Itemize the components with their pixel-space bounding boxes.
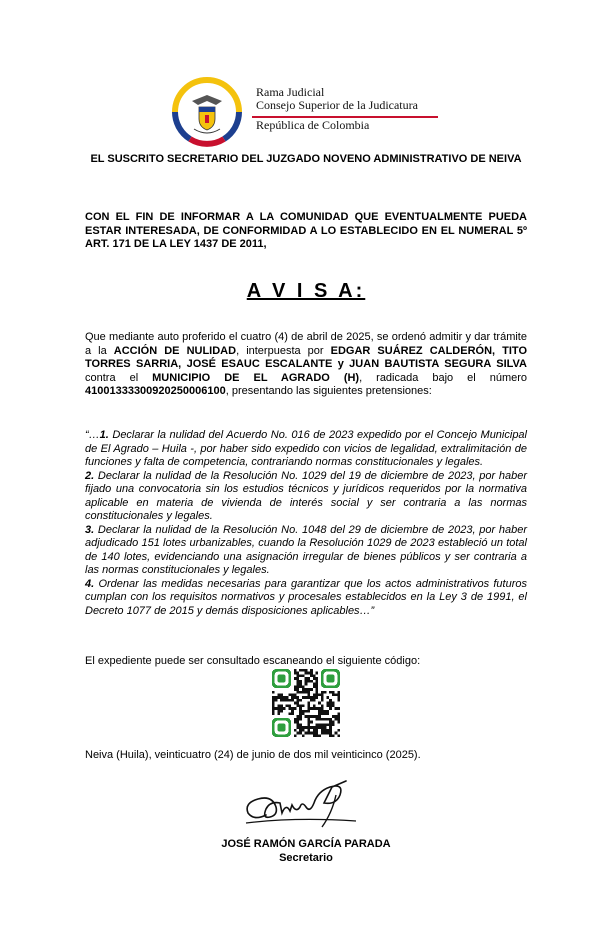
qr-module [335, 693, 338, 696]
qr-module [310, 669, 313, 672]
qr-module [307, 696, 310, 699]
qr-module [299, 707, 302, 710]
qr-module [313, 726, 316, 729]
colombia-coat-of-arms-logo [172, 77, 242, 147]
qr-module [294, 693, 297, 696]
qr-module [296, 721, 299, 724]
qr-module [335, 718, 338, 721]
qr-module [307, 726, 310, 729]
qr-module [299, 715, 302, 718]
qr-module [310, 674, 313, 677]
qr-module [299, 691, 302, 694]
body-paragraph [85, 331, 527, 399]
qr-module [305, 710, 308, 713]
qr-module [277, 710, 280, 713]
qr-module [326, 718, 329, 721]
qr-module [296, 699, 299, 702]
qr-module [316, 718, 319, 721]
qr-module [326, 696, 329, 699]
qr-module [272, 710, 275, 713]
qr-module [272, 702, 275, 705]
qr-module [305, 683, 308, 686]
qr-module [329, 734, 332, 737]
signer-title: Secretario [279, 852, 333, 864]
qr-module [321, 691, 324, 694]
qr-module [294, 688, 297, 691]
qr-module [294, 669, 297, 672]
qr-module [313, 693, 316, 696]
qr-module [296, 718, 299, 721]
qr-module [310, 726, 313, 729]
qr-finder-core [277, 723, 285, 731]
qr-module [329, 729, 332, 732]
qr-module [307, 715, 310, 718]
qr-module [280, 707, 283, 710]
qr-module [296, 732, 299, 735]
qr-module [280, 704, 283, 707]
qr-code[interactable] [272, 669, 340, 737]
qr-module [316, 732, 319, 735]
qr-module [313, 732, 316, 735]
case-number: 41001333300920250006100 [85, 385, 226, 397]
qr-module [288, 704, 291, 707]
qr-module [318, 707, 321, 710]
qr-module [316, 723, 319, 726]
qr-module [310, 732, 313, 735]
qr-module [307, 677, 310, 680]
qr-module [326, 702, 329, 705]
qr-module [296, 696, 299, 699]
qr-module [299, 710, 302, 713]
qr-module [316, 729, 319, 732]
qr-module [313, 707, 316, 710]
qr-module [291, 696, 294, 699]
qr-module [294, 677, 297, 680]
qr-module [313, 685, 316, 688]
qr-module [335, 715, 338, 718]
qr-module [302, 685, 305, 688]
qr-module [294, 707, 297, 710]
qr-module [329, 699, 332, 702]
qr-module [294, 734, 297, 737]
qr-module [337, 693, 340, 696]
plaintiffs: EDGAR SUÁREZ CALDERÓN, TITO TORRES SARRIA, JOSÉ ESAUC ESCALANTE y JUAN BAUTISTA SEGURA SILVA [85, 344, 527, 370]
qr-module [324, 729, 327, 732]
qr-module [326, 723, 329, 726]
claim-number: 3. [85, 523, 95, 536]
qr-module [316, 677, 319, 680]
institution-block [256, 85, 418, 132]
claim-item [85, 429, 527, 468]
qr-module [313, 734, 316, 737]
qr-module [294, 718, 297, 721]
institution-line1: Rama Judicial [256, 85, 325, 99]
qr-module [321, 729, 324, 732]
defendant: MUNICIPIO DE EL AGRADO (H) [152, 371, 360, 384]
qr-module [305, 680, 308, 683]
qr-module [296, 685, 299, 688]
qr-module [294, 729, 297, 732]
qr-module [337, 699, 340, 702]
body-text: , interpuesta por [236, 344, 331, 357]
qr-module [324, 710, 327, 713]
qr-module [329, 726, 332, 729]
qr-module [332, 702, 335, 705]
qr-module [288, 693, 291, 696]
qr-module [313, 683, 316, 686]
qr-module [316, 688, 319, 691]
qr-module [329, 718, 332, 721]
qr-module [321, 696, 324, 699]
qr-module [291, 707, 294, 710]
qr-module [286, 696, 289, 699]
qr-module [280, 710, 283, 713]
qr-module [307, 732, 310, 735]
qr-module [313, 699, 316, 702]
qr-module [321, 732, 324, 735]
qr-module [296, 683, 299, 686]
qr-module [299, 699, 302, 702]
qr-module [307, 672, 310, 675]
claim-text: Ordenar las medidas necesarias para garantizar que los actos administrativos futuros cumplan con los requisitos normativos y procesales establecidos en la Ley 3 de 1991, el Decreto 1077 de 2015 y demás disposiciones aplicables…” [85, 577, 527, 617]
qr-module [321, 726, 324, 729]
qr-module [316, 685, 319, 688]
qr-module [318, 734, 321, 737]
qr-module [316, 680, 319, 683]
qr-module [294, 721, 297, 724]
qr-module [305, 672, 308, 675]
qr-module [332, 693, 335, 696]
claims-quote [85, 429, 527, 618]
qr-module [318, 718, 321, 721]
qr-module [310, 699, 313, 702]
expediente-note: El expediente puede ser consultado escaneando el siguiente código: [85, 655, 421, 667]
qr-module [310, 707, 313, 710]
qr-module [294, 672, 297, 675]
qr-module [296, 704, 299, 707]
qr-module [302, 674, 305, 677]
issuer-heading: EL SUSCRITO SECRETARIO DEL JUZGADO NOVENO ADMINISTRATIVO DE NEIVA [90, 153, 522, 165]
qr-module [337, 721, 340, 724]
qr-module [291, 693, 294, 696]
institution-line2: Consejo Superior de la Judicatura [256, 98, 418, 112]
body-text: , radicada bajo el número [359, 371, 528, 384]
claim-item [85, 524, 527, 577]
qr-module [305, 677, 308, 680]
qr-module [310, 696, 313, 699]
qr-module [302, 734, 305, 737]
qr-module [296, 688, 299, 691]
qr-module [316, 707, 319, 710]
qr-module [302, 726, 305, 729]
qr-module [277, 704, 280, 707]
qr-module [326, 710, 329, 713]
intro-statement: CON EL FIN DE INFORMAR A LA COMUNIDAD QUE EVENTUALMENTE PUEDA ESTAR INTERESADA, DE CONFORMIDAD A LO ESTABLECIDO EN EL NUMERAL 5º ART. 171 DE LA LEY 1437 DE 2011, [85, 211, 527, 250]
claim-text: Declarar la nulidad del Acuerdo No. 016 de 2023 expedido por el Concejo Municipal de El Agrado – Huila -, por haber sido expedido con vicios de legalidad, extralimitación de funciones y falta de competencia, contrariando normas constitucionales y legales. [85, 429, 527, 468]
qr-module [272, 707, 275, 710]
signer-block [0, 837, 612, 865]
action-type: ACCIÓN DE NULIDAD [113, 344, 237, 357]
qr-module [305, 732, 308, 735]
qr-module [313, 715, 316, 718]
qr-module [296, 691, 299, 694]
qr-module [272, 699, 275, 702]
qr-module [302, 713, 305, 716]
qr-module [318, 710, 321, 713]
qr-module [316, 683, 319, 686]
qr-module [302, 704, 305, 707]
qr-module [299, 685, 302, 688]
qr-module [318, 715, 321, 718]
qr-module [296, 677, 299, 680]
qr-module [277, 713, 280, 716]
qr-module [324, 718, 327, 721]
qr-module [307, 691, 310, 694]
qr-module [305, 726, 308, 729]
qr-module [318, 726, 321, 729]
qr-module [302, 691, 305, 694]
qr-module [286, 704, 289, 707]
handwritten-signature [236, 773, 376, 833]
qr-module [313, 704, 316, 707]
qr-module [302, 729, 305, 732]
qr-module [288, 699, 291, 702]
qr-module [305, 696, 308, 699]
qr-module [307, 710, 310, 713]
qr-module [299, 723, 302, 726]
qr-module [313, 674, 316, 677]
qr-module [294, 702, 297, 705]
qr-module [326, 732, 329, 735]
qr-module [291, 713, 294, 716]
qr-module [321, 718, 324, 721]
qr-module [299, 683, 302, 686]
qr-module [275, 699, 278, 702]
qr-module [307, 688, 310, 691]
qr-module [296, 715, 299, 718]
qr-module [291, 699, 294, 702]
qr-module [277, 693, 280, 696]
qr-module [302, 696, 305, 699]
qr-module [313, 696, 316, 699]
qr-module [329, 702, 332, 705]
qr-module [307, 707, 310, 710]
qr-module [299, 732, 302, 735]
qr-module [310, 680, 313, 683]
qr-module [307, 680, 310, 683]
qr-module [272, 696, 275, 699]
qr-module [324, 713, 327, 716]
qr-module [337, 715, 340, 718]
qr-module [316, 696, 319, 699]
country-name: República de Colombia [256, 118, 370, 132]
document-header [0, 0, 612, 150]
qr-module [318, 702, 321, 705]
qr-module [310, 672, 313, 675]
qr-module [296, 702, 299, 705]
qr-module [288, 713, 291, 716]
claim-text: Declarar la nulidad de la Resolución No. 1048 del 29 de diciembre de 2023, por haber adjudicado 151 lotes urbanizables, cuando la Resolución 1029 de 2023 estableció un total de 140 lotes, evidenciando una asignación irregular de bienes públicos y ser contraria a las normas constitucionales y legales. [85, 523, 527, 576]
qr-module [318, 723, 321, 726]
qr-module [302, 688, 305, 691]
qr-module [305, 688, 308, 691]
claim-number: 1. [99, 429, 109, 441]
qr-module [305, 669, 308, 672]
qr-module [286, 699, 289, 702]
qr-finder-core [277, 674, 285, 682]
qr-module [283, 696, 286, 699]
signer-name: JOSÉ RAMÓN GARCÍA PARADA [221, 838, 391, 850]
qr-module [288, 707, 291, 710]
qr-module [310, 688, 313, 691]
qr-module [326, 704, 329, 707]
qr-module [302, 710, 305, 713]
qr-module [307, 702, 310, 705]
qr-module [294, 685, 297, 688]
qr-module [332, 734, 335, 737]
qr-module [307, 704, 310, 707]
claim-item [85, 470, 527, 523]
qr-module [316, 715, 319, 718]
qr-module [316, 672, 319, 675]
qr-module [321, 693, 324, 696]
qr-module [307, 729, 310, 732]
claim-number: 4. [85, 577, 95, 590]
qr-module [280, 693, 283, 696]
qr-module [307, 721, 310, 724]
qr-module [299, 718, 302, 721]
qr-module [332, 704, 335, 707]
qr-module [305, 691, 308, 694]
qr-module [296, 672, 299, 675]
qr-module [329, 723, 332, 726]
claim-text: Declarar la nulidad de la Resolución No. 1029 del 19 de diciembre de 2023, por haber fijado una convocatoria sin los estudios técnicos y jurídicos requeridos por la normativa aplicable en materia de vivienda de interés social y ser contraria a las normas constitucionales y legales. [85, 469, 527, 522]
claim-item [85, 578, 527, 617]
qr-module [275, 696, 278, 699]
qr-module [296, 723, 299, 726]
qr-module [324, 723, 327, 726]
qr-module [277, 696, 280, 699]
qr-module [332, 691, 335, 694]
qr-module [329, 691, 332, 694]
qr-module [321, 710, 324, 713]
body-text: Que mediante auto proferido el cuatro (4) de abril de 2025, se ordenó admitir y dar trámite a la [85, 331, 527, 357]
qr-module [332, 723, 335, 726]
qr-module [324, 691, 327, 694]
qr-module [337, 713, 340, 716]
avisa-title: A V I S A: [246, 280, 366, 302]
qr-module [307, 693, 310, 696]
qr-module [316, 734, 319, 737]
qr-module [318, 693, 321, 696]
qr-module [310, 715, 313, 718]
quote-open: “… [85, 429, 100, 441]
qr-module [272, 691, 275, 694]
qr-module [337, 696, 340, 699]
qr-module [316, 726, 319, 729]
qr-module [296, 674, 299, 677]
qr-module [283, 699, 286, 702]
qr-module [299, 726, 302, 729]
qr-module [321, 707, 324, 710]
qr-module [272, 713, 275, 716]
qr-module [318, 713, 321, 716]
qr-module [332, 721, 335, 724]
qr-module [275, 707, 278, 710]
qr-module [299, 713, 302, 716]
qr-module [307, 718, 310, 721]
qr-module [321, 723, 324, 726]
qr-module [299, 680, 302, 683]
qr-module [326, 729, 329, 732]
qr-module [324, 732, 327, 735]
qr-module [321, 704, 324, 707]
qr-module [329, 732, 332, 735]
qr-module [329, 704, 332, 707]
qr-module [277, 707, 280, 710]
qr-module [310, 721, 313, 724]
qr-module [296, 726, 299, 729]
qr-module [324, 726, 327, 729]
body-text: , presentando las siguientes pretensiones: [225, 385, 432, 397]
qr-module [305, 715, 308, 718]
qr-module [337, 707, 340, 710]
qr-module [296, 680, 299, 683]
date-line: Neiva (Huila), veinticuatro (24) de junio de dos mil veinticinco (2025). [85, 749, 421, 761]
qr-module [299, 674, 302, 677]
qr-module [299, 669, 302, 672]
qr-module [316, 693, 319, 696]
qr-module [280, 696, 283, 699]
qr-module [335, 707, 338, 710]
qr-module [329, 707, 332, 710]
qr-module [307, 723, 310, 726]
qr-module [337, 691, 340, 694]
qr-module [335, 732, 338, 735]
qr-module [291, 710, 294, 713]
qr-module [332, 715, 335, 718]
qr-module [272, 704, 275, 707]
qr-module [313, 677, 316, 680]
qr-module [302, 669, 305, 672]
qr-module [299, 729, 302, 732]
qr-module [337, 729, 340, 732]
qr-module [316, 691, 319, 694]
body-text: contra el [85, 371, 153, 384]
qr-module [337, 718, 340, 721]
qr-finder-core [326, 674, 334, 682]
qr-module [313, 729, 316, 732]
claim-number: 2. [85, 469, 95, 482]
qr-module [283, 707, 286, 710]
qr-module [299, 704, 302, 707]
qr-module [294, 696, 297, 699]
qr-module [280, 699, 283, 702]
qr-module [337, 734, 340, 737]
qr-module [326, 713, 329, 716]
qr-module [329, 721, 332, 724]
qr-module [321, 699, 324, 702]
qr-module [321, 713, 324, 716]
